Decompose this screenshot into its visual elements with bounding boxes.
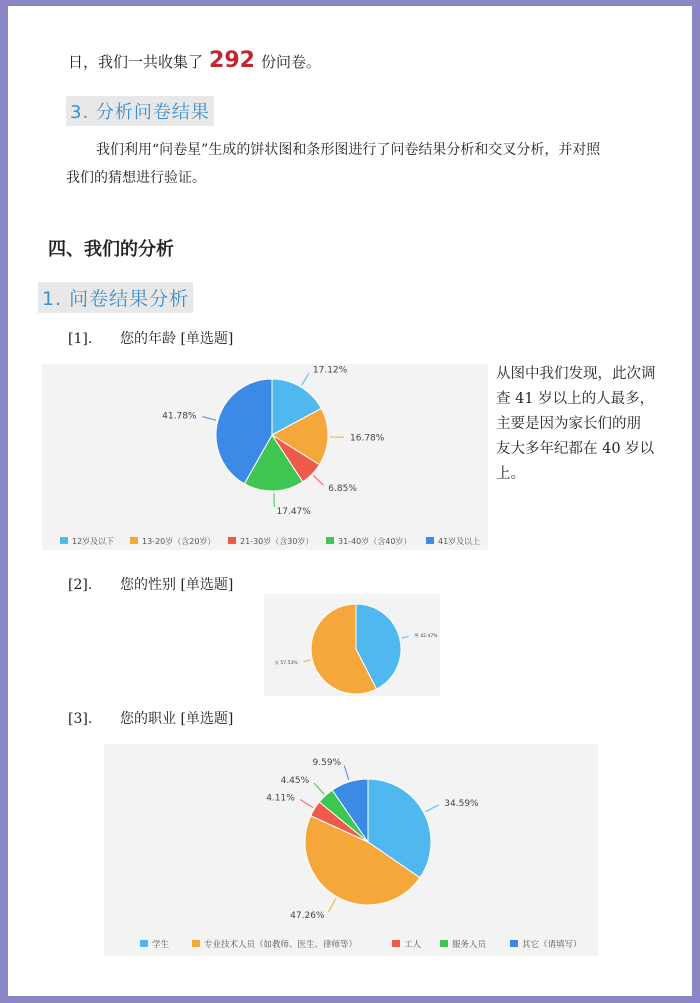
legend-swatch <box>426 537 434 544</box>
legend-swatch <box>130 537 138 544</box>
data-label: 6.85% <box>328 484 357 495</box>
leader-line <box>314 476 324 486</box>
q1-note-line: 查 41 岁以上的人最多， <box>496 391 655 407</box>
age-chart <box>42 364 488 550</box>
legend-swatch <box>140 940 148 947</box>
legend-label: 21-30岁（含30岁） <box>240 537 314 546</box>
gender-chart <box>264 594 440 696</box>
legend-swatch <box>392 940 400 947</box>
q1-note <box>496 362 676 487</box>
q1-number: [1]. <box>68 331 93 347</box>
legend-swatch <box>440 940 448 947</box>
legend-swatch <box>510 940 518 947</box>
data-label: 女 57.53% <box>274 661 298 667</box>
occupation-pie-chart <box>104 744 598 956</box>
data-label: 16.78% <box>350 433 385 444</box>
response-count: 292 <box>209 48 255 73</box>
intro-suffix: 份问卷。 <box>260 53 321 71</box>
leader-line <box>402 636 409 638</box>
data-label: 9.59% <box>312 757 342 768</box>
leader-line <box>300 800 313 808</box>
leader-line <box>426 805 439 812</box>
q1-note-line: 上。 <box>496 466 525 482</box>
q1-note-line: 主要是因为家长们的朋 <box>496 416 641 432</box>
q3-title <box>68 708 233 728</box>
legend-label: 12岁及以下 <box>72 537 115 546</box>
intro-prefix: 日，我们一共收集了 <box>68 53 204 71</box>
intro-line <box>68 48 321 73</box>
legend-swatch <box>192 940 200 947</box>
leader-line <box>304 660 311 662</box>
data-label: 17.12% <box>312 365 348 376</box>
data-label: 17.47% <box>276 507 311 517</box>
legend-swatch <box>60 537 68 544</box>
legend-label: 服务人员 <box>452 940 487 950</box>
q2-title <box>68 574 233 594</box>
legend-label: 学生 <box>152 940 170 950</box>
leader-line <box>302 373 309 385</box>
data-label: 4.45% <box>280 776 310 787</box>
legend-swatch <box>326 537 334 544</box>
gender-pie-chart <box>264 594 440 696</box>
legend-label: 其它（请填写） <box>522 940 582 950</box>
age-pie-chart <box>42 364 488 550</box>
section3-heading: 3. 分析问卷结果 <box>66 96 214 126</box>
q1-note-line: 从图中我们发现，此次调 <box>496 366 656 382</box>
legend-label: 31-40岁（含40岁） <box>338 537 412 546</box>
q3-number: [3]. <box>68 711 93 727</box>
data-label: 4.11% <box>266 793 295 804</box>
leader-line <box>314 783 324 794</box>
leader-line <box>329 899 336 912</box>
data-label: 47.26% <box>290 911 325 921</box>
document-page <box>8 6 692 996</box>
legend-label: 41岁及以上 <box>438 537 481 546</box>
sub1-heading: 1. 问卷结果分析 <box>38 282 193 313</box>
section4-heading: 四、我们的分析 <box>48 239 174 260</box>
q1-title <box>68 328 233 348</box>
occupation-chart <box>104 744 598 956</box>
section3-paragraph-line2: 我们的猜想进行验证。 <box>66 170 206 186</box>
q1-note-line: 友大多年纪都在 40 岁以 <box>496 441 655 457</box>
legend-swatch <box>228 537 236 544</box>
legend-label: 工人 <box>404 940 422 950</box>
legend-label: 专业技术人员（如教师、医生、律师等） <box>204 940 358 950</box>
section3-paragraph-line1: 我们利用“问卷星”生成的饼状图和条形图进行了问卷结果分析和交叉分析，并对照 <box>96 142 601 158</box>
legend-label: 13-20岁（含20岁） <box>142 537 216 546</box>
q3-text: 您的职业 [单选题] <box>120 711 234 727</box>
data-label: 男 42.47% <box>414 633 438 639</box>
q2-number: [2]. <box>68 577 93 593</box>
data-label: 41.78% <box>162 411 197 422</box>
q2-text: 您的性别 [单选题] <box>120 577 234 593</box>
q1-text: 您的年龄 [单选题] <box>120 331 234 347</box>
leader-line <box>202 417 216 421</box>
leader-line <box>344 766 348 780</box>
data-label: 34.59% <box>444 798 479 809</box>
